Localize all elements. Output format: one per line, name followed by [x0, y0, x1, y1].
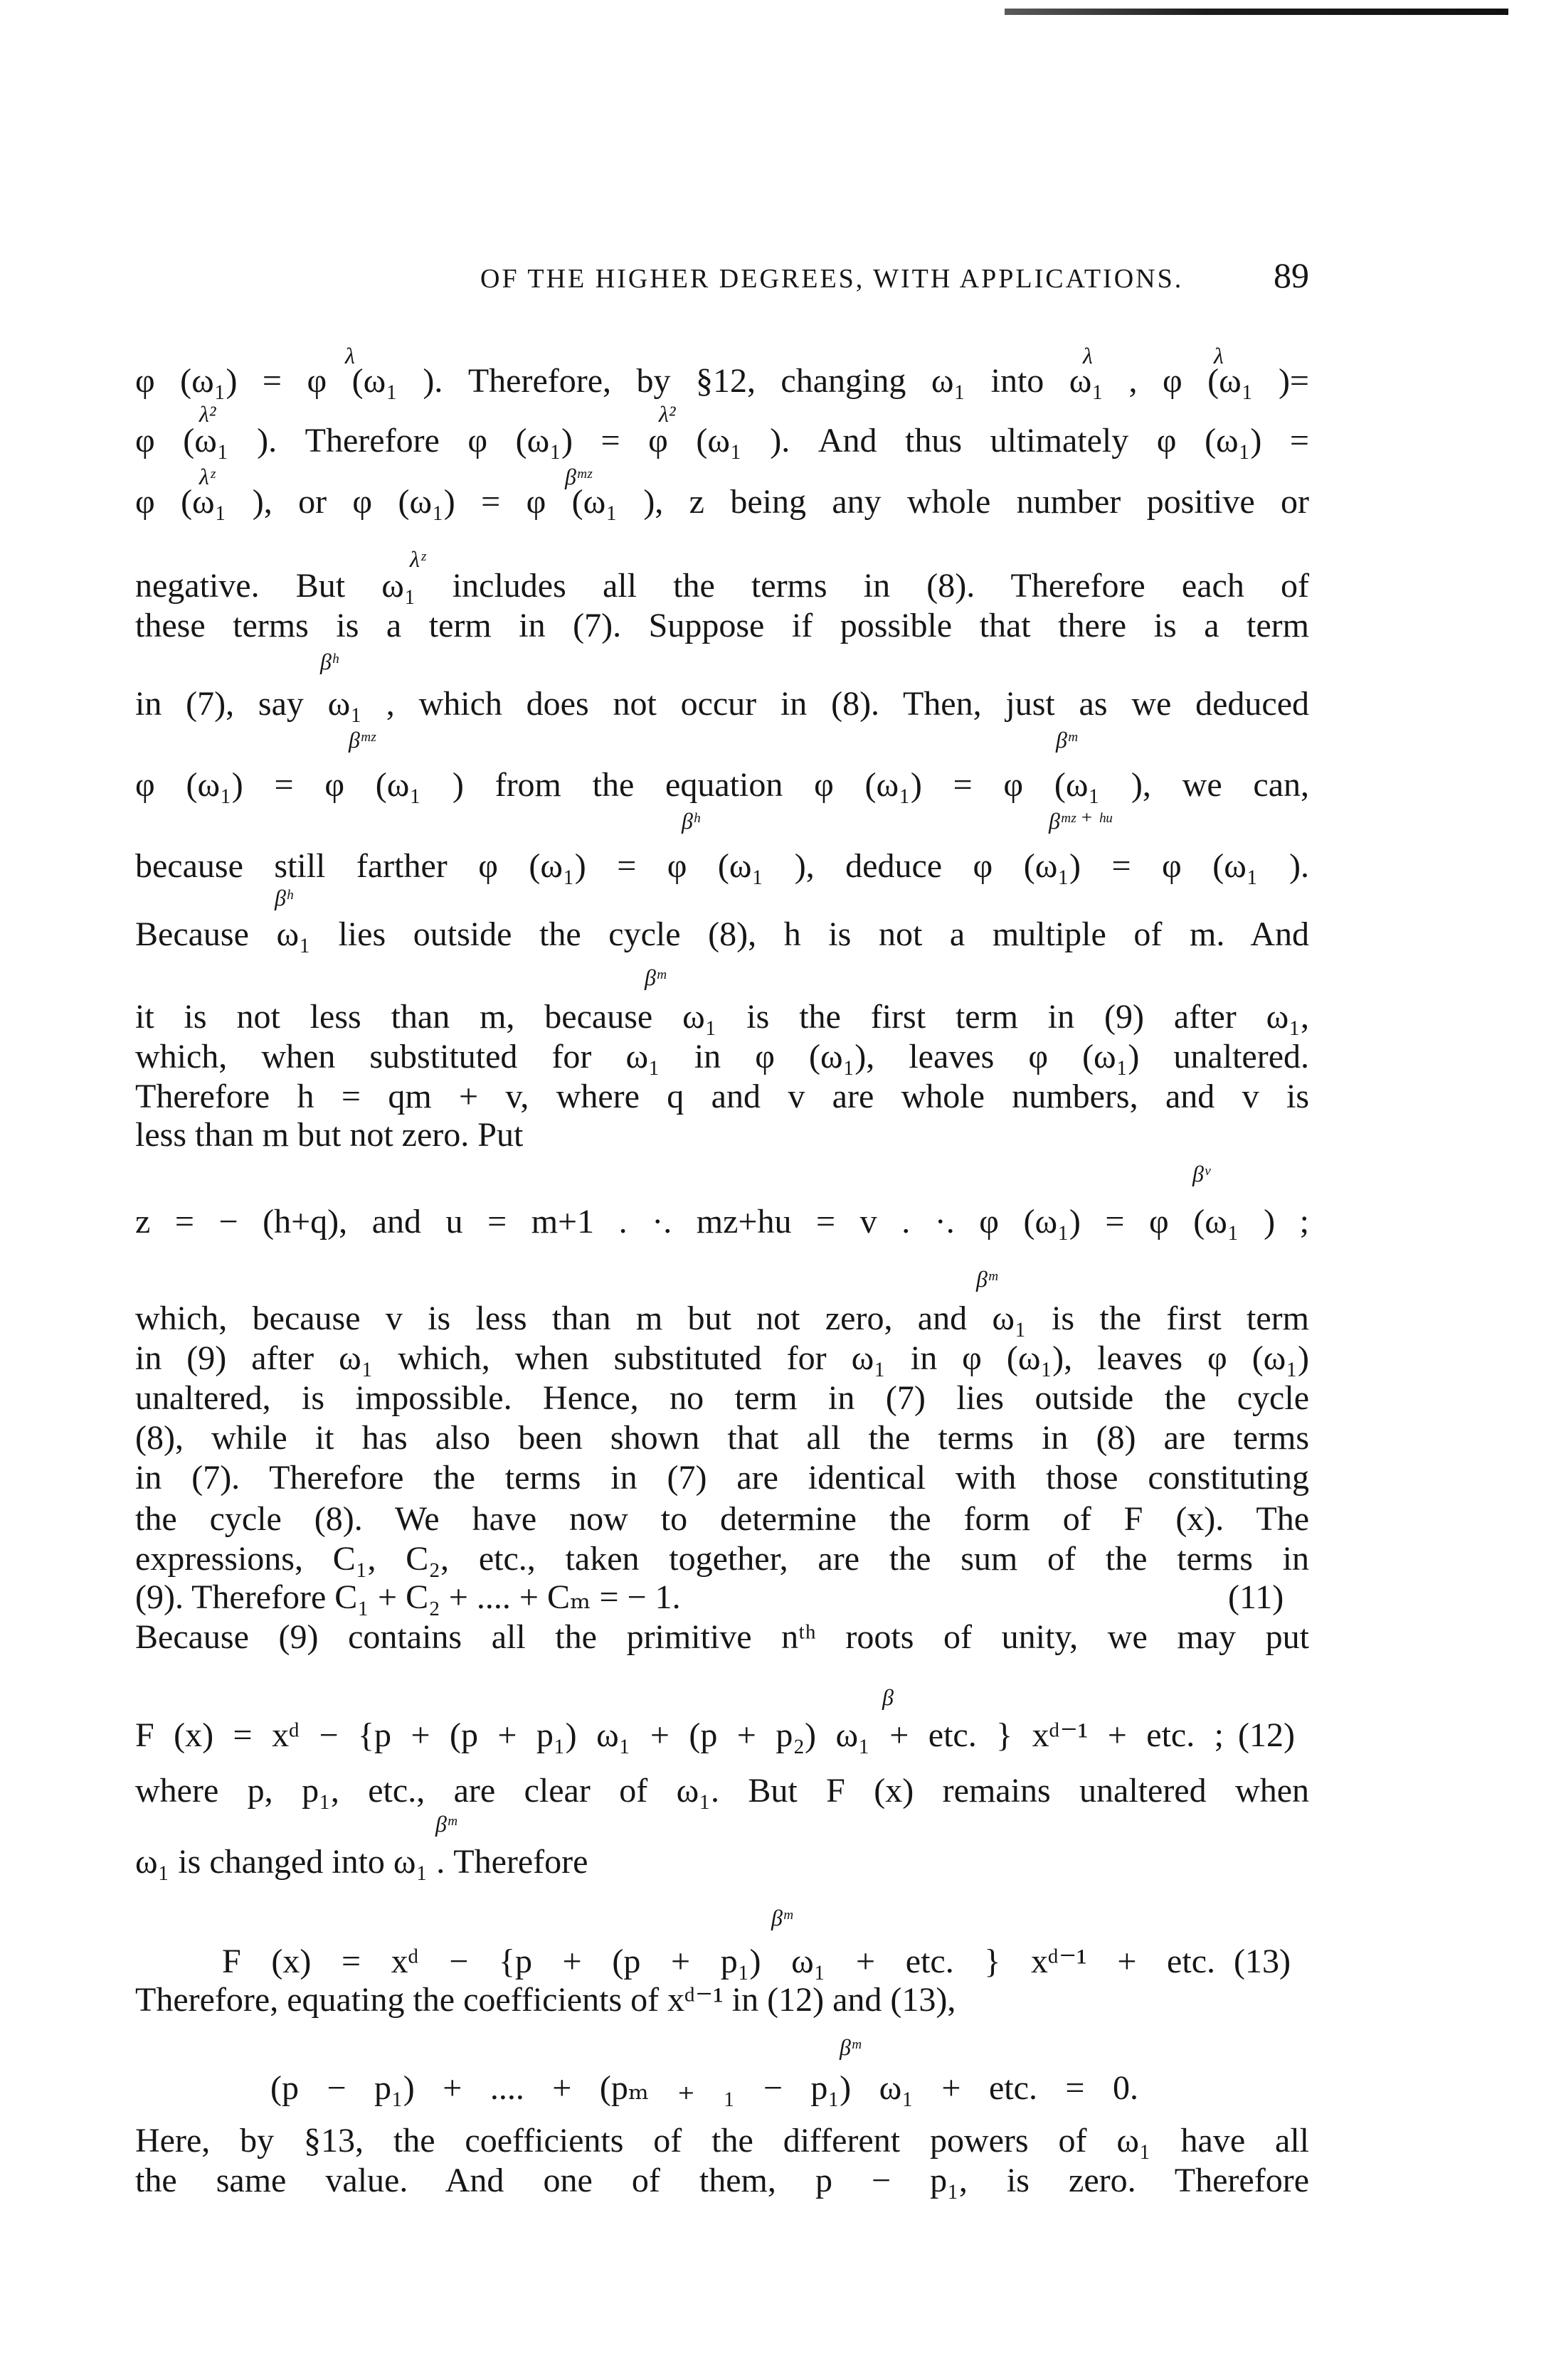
text-line: the cycle (8). We have now to determine the form of F (x). The: [135, 1500, 1309, 1538]
text-line: these terms is a term in (7). Suppose if possible that there is a term: [135, 607, 1309, 644]
text-line: the same value. And one of them, p − p₁, is zero. Therefore: [135, 2162, 1309, 2199]
running-title: OF THE HIGHER DEGREES, WITH APPLICATIONS.: [480, 264, 1184, 294]
text-line: which, when substituted for ω₁ in φ (ω₁), leaves φ (ω₁) unaltered.: [135, 1038, 1309, 1075]
superscript: βᵛ: [1192, 1161, 1210, 1186]
text-line: Here, by §13, the coefficients of the different powers of ω₁ have all: [135, 2122, 1309, 2159]
text-line: negative. But ω₁ includes all the terms in (8). Therefore each of: [135, 567, 1309, 605]
text-line: because still farther φ (ω₁) = φ (ω₁ ), deduce φ (ω₁) = φ (ω₁ ).: [135, 847, 1310, 885]
equation: z = − (h+q), and u = m+1 . ·. mz+hu = v . ·. φ (ω₁) = φ (ω₁ ) ;: [135, 1203, 1309, 1241]
superscript: βʰ: [320, 649, 339, 674]
superscript: λ: [1083, 343, 1093, 368]
superscript: λᶻ: [199, 464, 215, 489]
superscript: βᵐ: [771, 1905, 793, 1930]
superscript: βᵐ: [1056, 727, 1077, 753]
equation-number: (13): [1234, 1943, 1291, 1980]
text-line: ω₁ is changed into ω₁ . Therefore: [135, 1843, 588, 1881]
superscript: λ: [1214, 343, 1224, 368]
superscript: λ²: [199, 401, 216, 427]
text-line: φ (ω₁ ), or φ (ω₁) = φ (ω₁ ), z being any whole number positive or: [135, 483, 1309, 521]
text-line: Therefore, equating the coefficients of xᵈ⁻¹ in (12) and (13),: [135, 1981, 956, 2019]
superscript: λ: [345, 343, 355, 368]
superscript: βᵐᶻ: [349, 727, 376, 753]
text-line: (8), while it has also been shown that all the terms in (8) are terms: [135, 1419, 1309, 1457]
equation: (p − p₁) + .... + (pₘ ₊ ₁ − p₁) ω₁ + etc. = 0.: [270, 2069, 1138, 2107]
superscript: λᶻ: [410, 546, 425, 572]
text-line: expressions, C₁, C₂, etc., taken together, are the sum of the terms in: [135, 1540, 1309, 1578]
text-line: Because (9) contains all the primitive nᵗʰ roots of unity, we may put: [135, 1618, 1309, 1656]
page-number: 89: [1274, 255, 1309, 295]
text-line: Therefore h = qm + v, where q and v are whole numbers, and v is: [135, 1078, 1309, 1115]
superscript: βᵐᶻ: [565, 464, 592, 489]
superscript: βʰ: [682, 808, 700, 834]
equation: F (x) = xᵈ − {p + (p + p₁) ω₁ + (p + p₂) ω₁ + etc. } xᵈ⁻¹ + etc. ;: [135, 1716, 1224, 1754]
superscript: β: [882, 1684, 894, 1710]
text-line: Because ω₁ lies outside the cycle (8), h is not a multiple of m. And: [135, 915, 1309, 953]
text-line: unaltered, is impossible. Hence, no term in (7) lies outside the cycle: [135, 1379, 1309, 1417]
superscript: βᵐᶻ ⁺ ʰᵘ: [1049, 808, 1112, 834]
text-line: which, because v is less than m but not zero, and ω₁ is the first term: [135, 1300, 1309, 1337]
text-line: less than m but not zero. Put: [135, 1116, 524, 1154]
superscript: βᵐ: [435, 1811, 457, 1837]
superscript: βᵐ: [976, 1266, 998, 1292]
text-line: in (9) after ω₁ which, when substituted for ω₁ in φ (ω₁), leaves φ (ω₁): [135, 1339, 1309, 1377]
superscript: βᵐ: [840, 2034, 861, 2060]
superscript: βʰ: [275, 885, 293, 910]
superscript: βᵐ: [645, 965, 666, 990]
equation-number: (11): [1228, 1578, 1284, 1616]
text-line: φ (ω₁) = φ (ω₁ ). Therefore, by §12, changing ω₁ into ω₁ , φ (ω₁ )=: [135, 362, 1309, 400]
text-line: it is not less than m, because ω₁ is the first term in (9) after ω₁,: [135, 998, 1309, 1036]
superscript: λ²: [659, 401, 676, 427]
equation: F (x) = xᵈ − {p + (p + p₁) ω₁ + etc. } xᵈ⁻¹ + etc.: [222, 1943, 1215, 1980]
text-line: φ (ω₁) = φ (ω₁ ) from the equation φ (ω₁) = φ (ω₁ ), we can,: [135, 766, 1309, 804]
text-line: where p, p₁, etc., are clear of ω₁. But F (x) remains unaltered when: [135, 1772, 1309, 1810]
text-line: in (7). Therefore the terms in (7) are identical with those constituting: [135, 1459, 1309, 1497]
text-line: φ (ω₁ ). Therefore φ (ω₁) = φ (ω₁ ). And thus ultimately φ (ω₁) =: [135, 422, 1309, 459]
equation-number: (12): [1238, 1716, 1295, 1754]
text-line: in (7), say ω₁ , which does not occur in (8). Then, just as we deduced: [135, 685, 1309, 723]
text-line: (9). Therefore C₁ + C₂ + .... + Cₘ = − 1.: [135, 1578, 681, 1616]
